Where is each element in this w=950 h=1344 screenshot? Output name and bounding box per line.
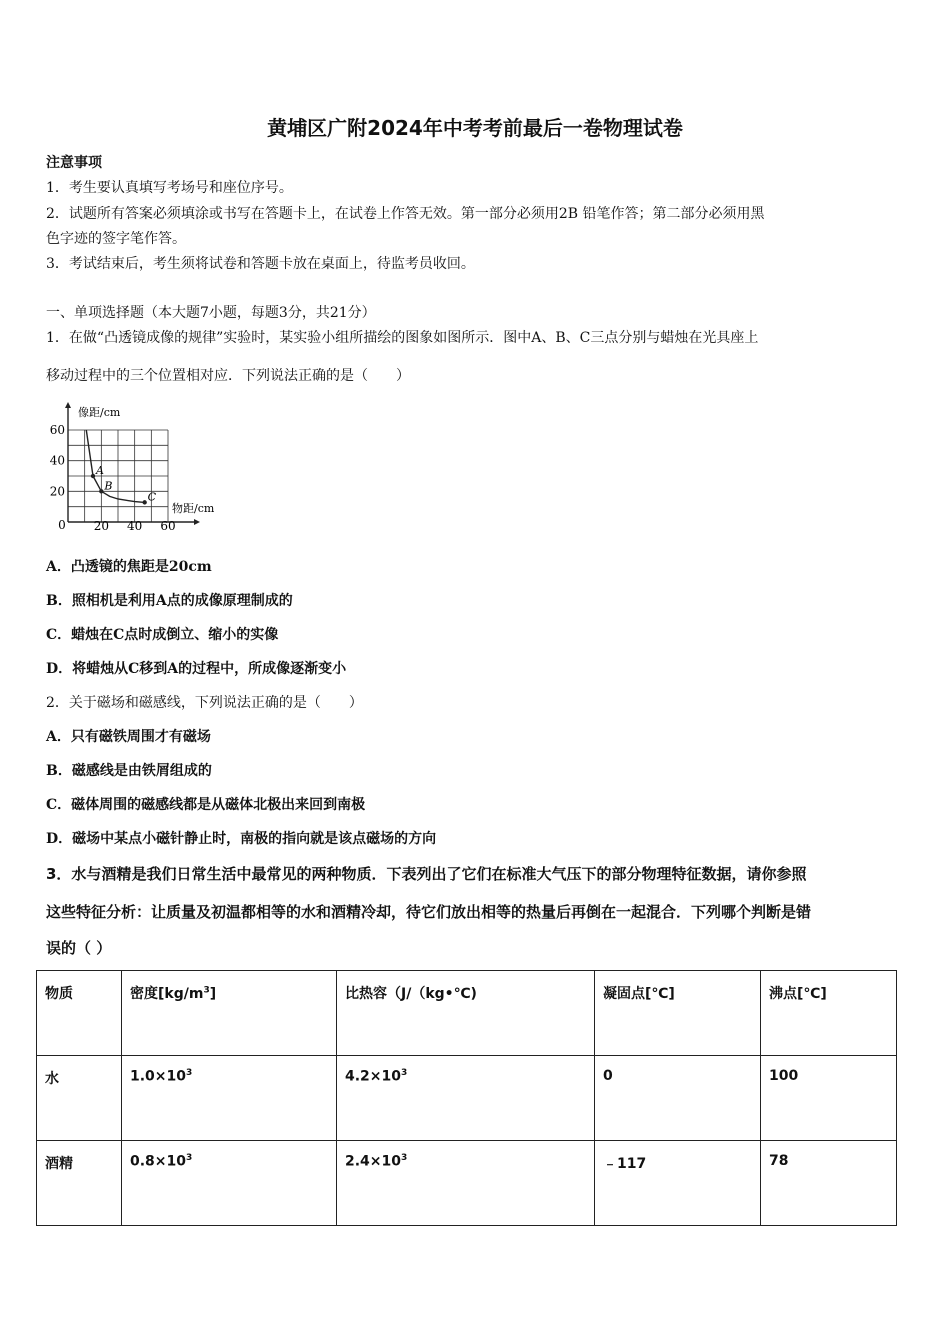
x-tick-label: 40 [127,519,143,533]
point-b [99,489,103,493]
table-cell: 0 [595,1056,761,1141]
question-3-stem: 3．水与酒精是我们日常生活中最常见的两种物质．下表列出了它们在标准大气压下的部分物理特征数据，请你参照 [46,865,807,883]
header-cell: 凝固点[℃] [595,971,761,1056]
point-b-label: B [104,479,113,493]
question-3-stem: 这些特征分析：让质量及初温都相等的水和酒精冷却，待它们放出相等的热量后再倒在一起混合．下列哪个判断是错 [46,903,812,921]
point-c [142,500,146,504]
option-b: B．照相机是利用A点的成像原理制成的 [46,593,293,609]
graph-grid [68,430,168,522]
table-row [37,1141,897,1226]
table-cell: $2.4\times 10^3$ [337,1141,595,1226]
question-3-stem: 误的（ ） [46,939,112,957]
point-a-label: A [96,464,104,477]
y-tick-label: 60 [49,423,65,437]
question-1-stem: 移动过程中的三个位置相对应．下列说法正确的是（ ） [46,368,410,384]
y-axis-arrow [65,402,71,408]
origin-label: 0 [58,518,66,532]
point-c-label: C [147,490,157,504]
header-cell: 物质 [37,971,122,1056]
option-d: D．将蜡烛从C移到A的过程中，所成像逐渐变小 [46,661,347,677]
y-tick-label: 40 [49,453,65,468]
properties-table [36,970,897,1226]
notice-item: 1．考生要认真填写考场号和座位序号。 [46,180,293,196]
x-tick-label: 60 [160,519,176,533]
table-cell: 酒精 [37,1141,122,1226]
point-a [91,474,95,478]
notice-item: 色字迹的签字笔作答。 [46,231,186,247]
section-heading: 一、单项选择题（本大题7小题，每题3分，共21分） [46,305,376,321]
notice-item: 3．考试结束后，考生须将试卷和答题卡放在桌面上，待监考员收回。 [46,256,475,272]
header-cell: 密度$[kg/m^3]$ [122,971,337,1056]
table-cell: $4.2\times 10^3$ [337,1056,595,1141]
table-cell: 78 [761,1141,897,1226]
option-a: A．只有磁铁周围才有磁场 [46,729,211,745]
question-2-stem: 2．关于磁场和磁感线，下列说法正确的是（ ） [46,695,363,711]
option-c: C．磁体周围的磁感线都是从磁体北极出来回到南极 [46,797,366,813]
table-header-row [37,971,897,1056]
table-cell: $1.0\times 10^3$ [122,1056,337,1141]
x-axis-arrow [194,519,200,525]
y-tick-label: 20 [49,484,65,499]
header-cell: 沸点[℃] [761,971,897,1056]
option-c: C．蜡烛在C点时成倒立、缩小的实像 [46,627,279,643]
option-a: A．凸透镜的焦距是20cm [46,559,212,575]
header-cell: 比热容（J/（kg•℃) [337,971,595,1056]
table-row [37,1056,897,1141]
table-cell: ﹣117 [595,1141,761,1226]
question-1-stem: 1．在做“凸透镜成像的规律”实验时，某实验小组所描绘的图象如图所示．图中A、B、C三点分别与蜡烛在光具座上 [46,330,759,346]
lens-image-graph [44,400,234,535]
table-cell: 100 [761,1056,897,1141]
y-axis-label: 像距/cm [78,406,121,419]
option-d: D．磁场中某点小磁针静止时，南极的指向就是该点磁场的方向 [46,831,437,847]
table-cell: $0.8\times 10^3$ [122,1141,337,1226]
page-title: 黄埔区广附2024年中考考前最后一卷物理试卷 [267,116,683,140]
option-b: B．磁感线是由铁屑组成的 [46,763,212,779]
table-cell: 水 [37,1056,122,1141]
notice-item: 2．试题所有答案必须填涂或书写在答题卡上，在试卷上作答无效。第一部分必须用2B 铅笔作答；第二部分必须用黑 [46,206,765,222]
x-axis-label: 物距/cm [172,502,215,515]
notice-heading: 注意事项 [46,155,102,171]
x-tick-label: 20 [93,519,109,533]
